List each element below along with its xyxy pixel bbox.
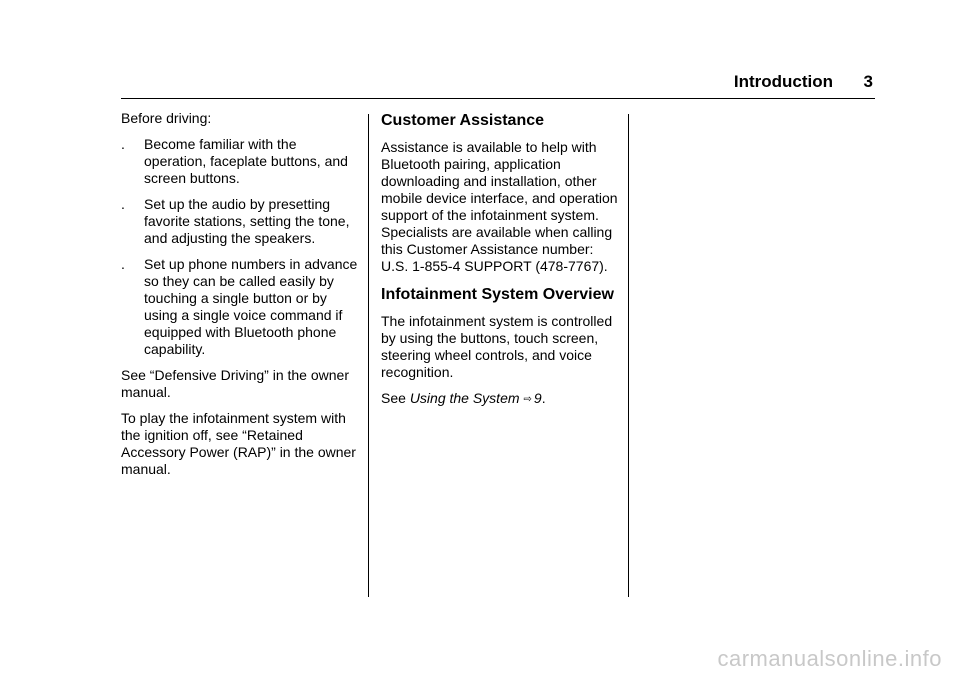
list-item-text: Set up phone numbers in advance so they can be called easily by touching a single button or by using a single voice command if equipped with Bluetooth phone capability. xyxy=(144,256,358,357)
page-reference-arrow-icon: ⇨ xyxy=(523,394,532,405)
defensive-driving-paragraph: See “Defensive Driving” in the owner manual. xyxy=(121,367,349,400)
list-item xyxy=(121,196,359,247)
section-title: Introduction xyxy=(733,72,833,91)
column-divider-right xyxy=(628,114,629,597)
assistance-paragraph xyxy=(381,139,619,275)
middle-column xyxy=(381,111,619,417)
see-reference xyxy=(381,390,619,408)
overview-paragraph: The infotainment system is controlled by using the buttons, touch screen, steering wheel controls, and voice recognition. xyxy=(381,313,613,380)
assistance-text: Assistance is available to help with Bluetooth pairing, application downloading and installation, other mobile device interface, and operation support of the infotainment system. Specialists are available when calling this Customer Assistance number: xyxy=(381,139,618,257)
reference-page-number[interactable]: 9 xyxy=(533,390,542,406)
bullet-icon: . xyxy=(121,256,125,272)
list-item-text: Become familiar with the operation, faceplate buttons, and screen buttons. xyxy=(144,136,348,186)
left-column xyxy=(121,110,359,487)
list-item xyxy=(121,256,359,358)
list-item xyxy=(121,136,359,187)
using-the-system-link[interactable]: Using the System xyxy=(409,390,520,406)
customer-assistance-heading: Customer Assistance xyxy=(381,112,545,129)
see-prefix: See xyxy=(381,390,410,406)
intro-text: Before driving: xyxy=(121,110,212,126)
see-suffix: . xyxy=(541,390,546,406)
page-number: 3 xyxy=(863,72,873,91)
phone-line: U.S. 1-855-4 SUPPORT (478-7767). xyxy=(381,258,608,274)
rap-paragraph: To play the infotainment system with the ignition off, see “Retained Accessory Power (RAP)” in the owner manual. xyxy=(121,410,356,477)
column-divider-left xyxy=(368,114,369,597)
page-header xyxy=(121,70,875,99)
bullet-icon: . xyxy=(121,136,125,152)
bullet-icon: . xyxy=(121,196,125,212)
infotainment-overview-heading: Infotainment System Overview xyxy=(381,286,614,303)
watermark: carmanualsonline.info xyxy=(717,646,942,671)
list-item-text: Set up the audio by presetting favorite stations, setting the tone, and adjusting the speakers. xyxy=(144,196,350,246)
